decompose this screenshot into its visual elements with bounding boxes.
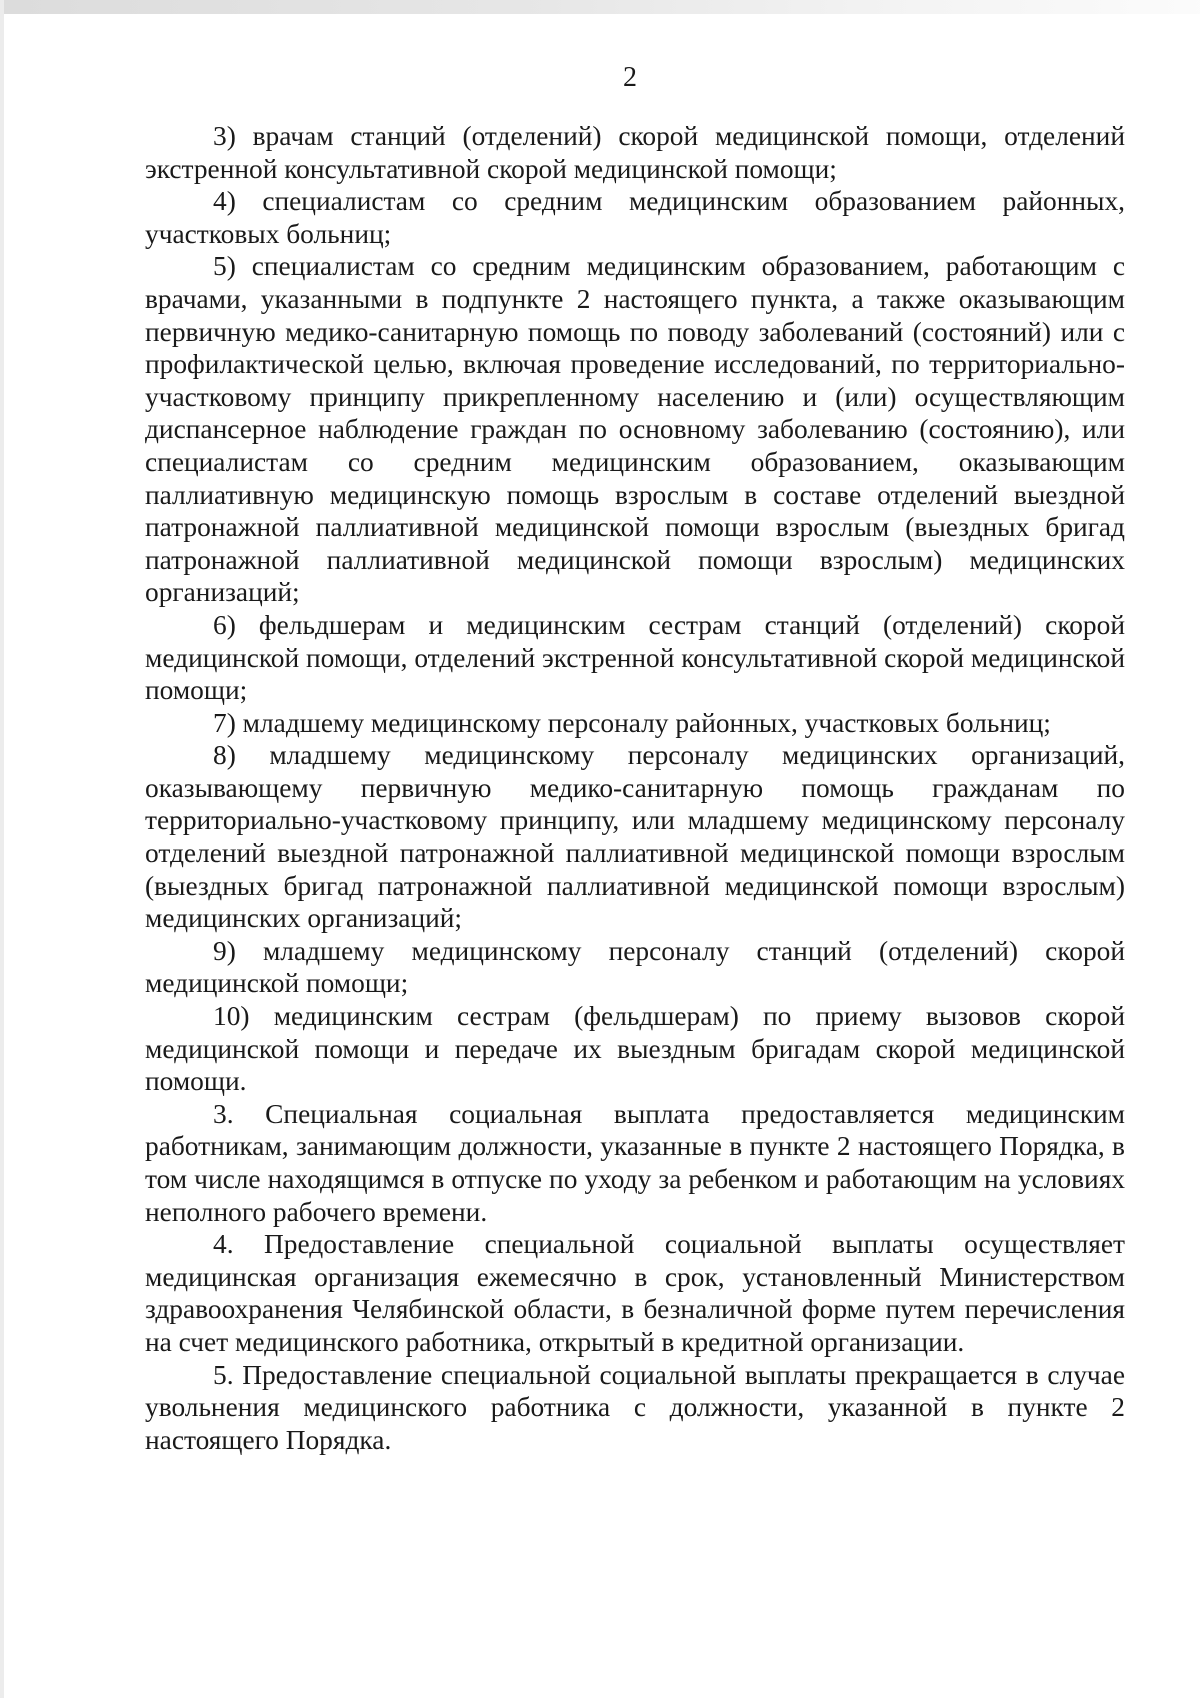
paragraph-section-3: 3. Специальная социальная выплата предоставляется медицинским работникам, занимающим должности, указанные в пункте 2 настоящего Порядка, в том числе находящимся в отпуске по уходу за ребенком и работающим на условиях неполного рабочего времени. — [145, 1098, 1125, 1227]
paragraph-item-10: 10) медицинским сестрам (фельдшерам) по приему вызовов скорой медицинской помощи и передаче их выездным бригадам скорой медицинской помощи. — [145, 1001, 1125, 1097]
scan-edge-left — [0, 0, 4, 1698]
paragraph-item-4: 4) специалистам со средним медицинским образованием районных, участковых больниц; — [145, 186, 1125, 249]
paragraph-item-5: 5) специалистам со средним медицинским образованием, работающим с врачами, указанными в подпункте 2 настоящего пункта, а также оказывающим первичную медико-санитарную помощь по поводу заболеваний (состояний) или с профилактической целью, включая проведение исследований, по территориально-участковому принципу прикрепленному населению и (или) осуществляющим диспансерное наблюдение граждан по основному заболеванию (состоянию), или специалистам со средним медицинским образованием, оказывающим паллиативную медицинскую помощь взрослым в составе отделений выездной патронажной паллиативной медицинской помощи взрослым (выездных бригад патронажной паллиативной медицинской помощи взрослым) медицинских организаций; — [145, 251, 1125, 608]
paragraph-item-6: 6) фельдшерам и медицинским сестрам станций (отделений) скорой медицинской помощи, отделений экстренной консультативной скорой медицинской помощи; — [145, 609, 1125, 706]
paragraph-item-3: 3) врачам станций (отделений) скорой медицинской помощи, отделений экстренной консультативной скорой медицинской помощи; — [145, 121, 1125, 184]
document-body — [145, 120, 1125, 1456]
paragraph-item-7: 7) младшему медицинскому персоналу районных, участковых больниц; — [213, 707, 1051, 738]
paragraph-section-4: 4. Предоставление специальной социальной выплаты осуществляет медицинская организация ежемесячно в срок, установленный Министерством здравоохранения Челябинской области, в безналичной форме путем перечисления на счет медицинского работника, открытый в кредитной организации. — [145, 1229, 1125, 1357]
paragraph-item-9: 9) младшему медицинскому персоналу станций (отделений) скорой медицинской помощи; — [145, 935, 1125, 999]
page-number: 2 — [623, 62, 637, 93]
paragraph-item-8: 8) младшему медицинскому персоналу медицинских организаций, оказывающему первичную медико-санитарную помощь гражданам по территориально-участковому принципу, или младшему медицинскому персоналу отделений выездной патронажной паллиативной медицинской помощи взрослым (выездных бригад патронажной паллиативной медицинской помощи взрослым) медицинских организаций; — [145, 740, 1125, 934]
paragraph-section-5: 5. Предоставление специальной социальной выплаты прекращается в случае увольнения медицинского работника с должности, указанной в пункте 2 настоящего Порядка. — [145, 1359, 1125, 1455]
scan-edge-top — [0, 0, 1200, 14]
